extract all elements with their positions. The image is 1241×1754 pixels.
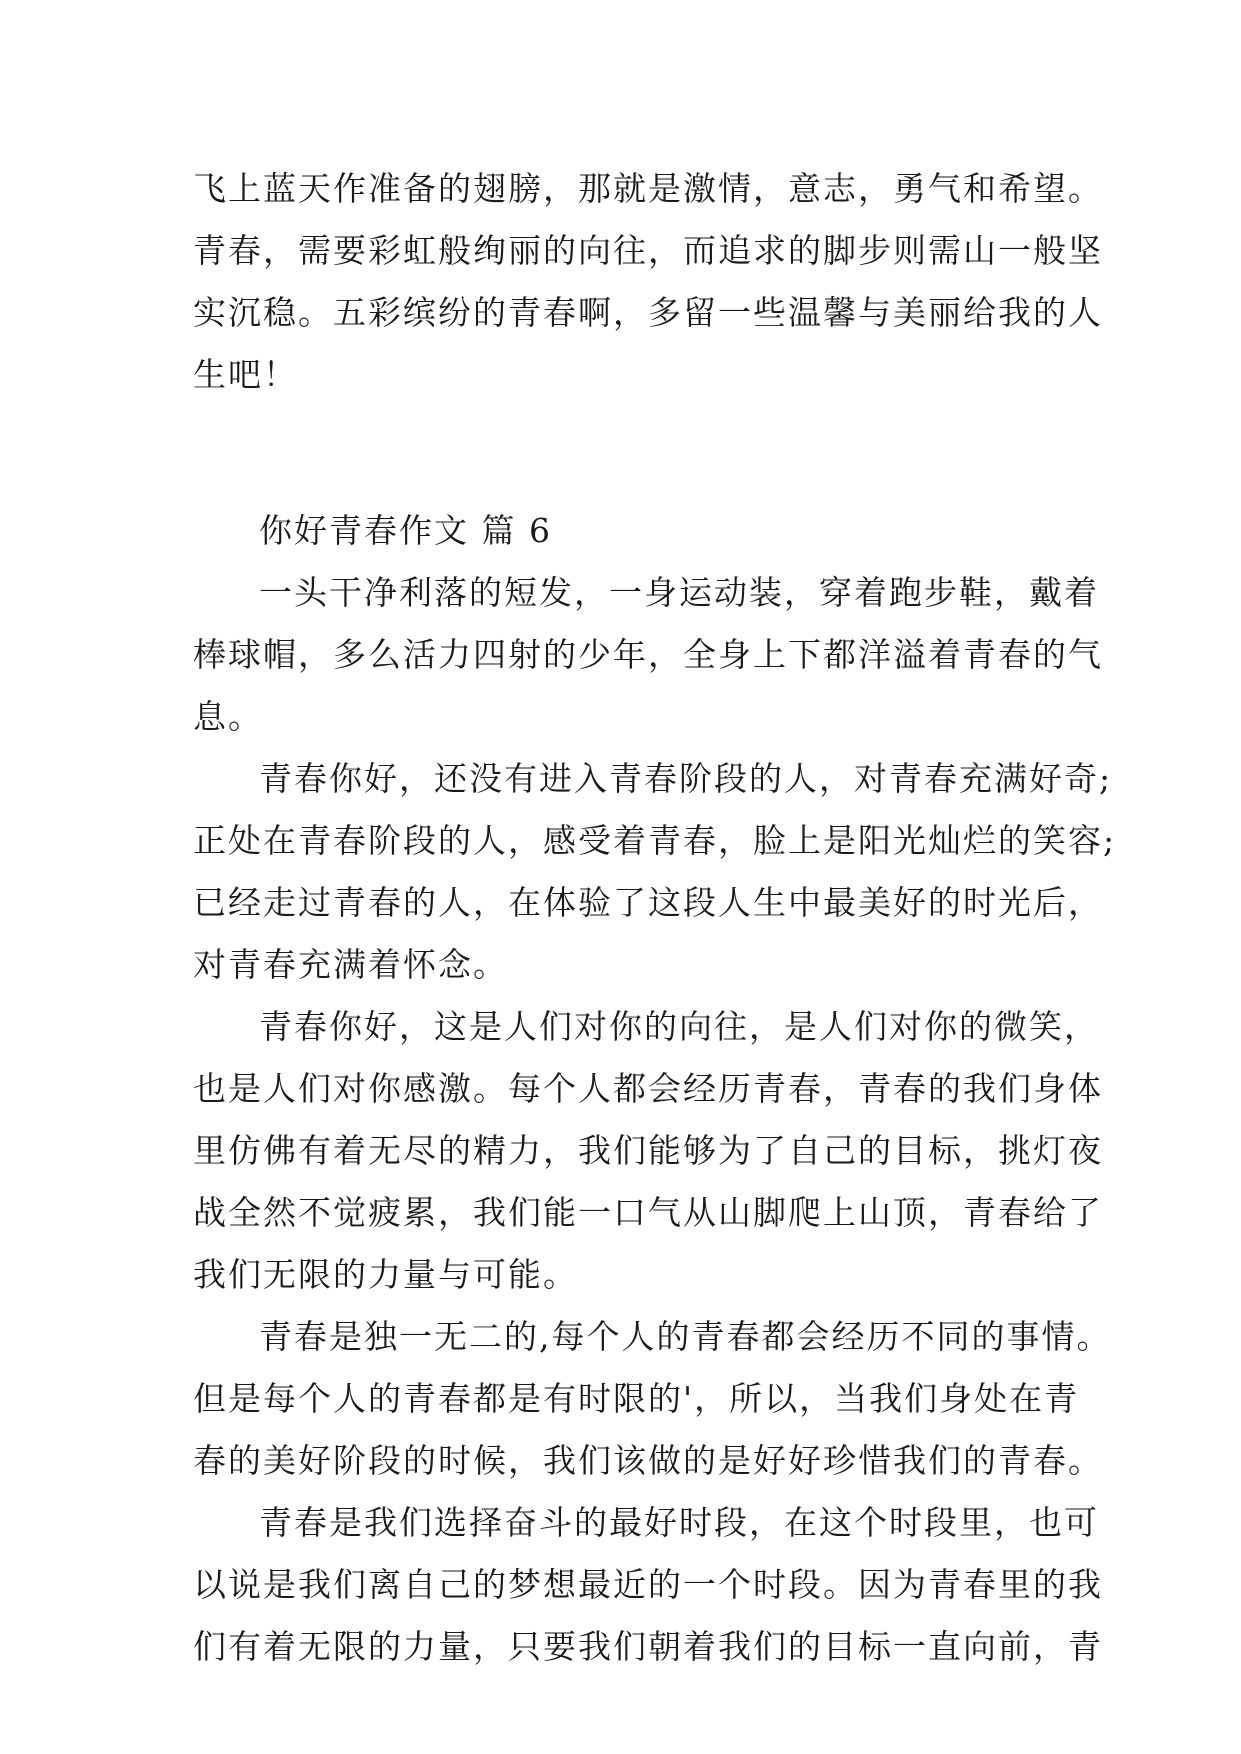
- text-line: 青春你好，还没有进入青春阶段的人，对青春充满好奇;: [259, 759, 1113, 798]
- text-line: 正处在青春阶段的人，感受着青春，脸上是阳光灿烂的笑容;: [193, 821, 1117, 860]
- section-title: 你好青春作文 篇 6: [259, 511, 552, 550]
- paragraph-1: [193, 562, 1103, 748]
- paragraph-3: [193, 996, 1103, 1306]
- text-line: 也是人们对你感激。每个人都会经历青春，青春的我们身体: [193, 1069, 1103, 1108]
- text-line: 青春，需要彩虹般绚丽的向往，而追求的脚步则需山一般坚: [193, 231, 1103, 270]
- text-line: 一头干净利落的短发，一身运动装，穿着跑步鞋，戴着: [259, 573, 1099, 612]
- intro-paragraph: [193, 158, 1103, 406]
- text-line: 战全然不觉疲累，我们能一口气从山脚爬上山顶，青春给了: [193, 1193, 1103, 1232]
- text-line: 对青春充满着怀念。: [193, 945, 508, 984]
- text-line: 飞上蓝天作准备的翅膀，那就是激情，意志，勇气和希望。: [193, 169, 1103, 208]
- text-line: 实沉稳。五彩缤纷的青春啊，多留一些温馨与美丽给我的人: [193, 293, 1103, 332]
- text-line: 里仿佛有着无尽的精力，我们能够为了自己的目标，挑灯夜: [193, 1131, 1103, 1170]
- text-line: 生吧！: [193, 355, 298, 394]
- text-line: 青春你好，这是人们对你的向往，是人们对你的微笑，: [259, 1007, 1099, 1046]
- text-line: 棒球帽，多么活力四射的少年，全身上下都洋溢着青春的气: [193, 635, 1103, 674]
- text-line: 青春是独一无二的,每个人的青春都会经历不同的事情。: [259, 1317, 1112, 1356]
- text-line: 青春是我们选择奋斗的最好时段，在这个时段里，也可: [259, 1503, 1099, 1542]
- text-line: 我们无限的力量与可能。: [193, 1255, 578, 1294]
- section-gap: [193, 406, 1063, 500]
- text-line: 但是每个人的青春都是有时限的'，所以，当我们身处在青: [193, 1379, 1080, 1418]
- text-line: 以说是我们离自己的梦想最近的一个时段。因为青春里的我: [193, 1565, 1103, 1604]
- text-line: 们有着无限的力量，只要我们朝着我们的目标一直向前，青: [193, 1627, 1103, 1666]
- document-body: [193, 158, 1117, 1678]
- paragraph-2: [193, 748, 1117, 996]
- text-line: 已经走过青春的人，在体验了这段人生中最美好的时光后，: [193, 883, 1103, 922]
- paragraph-5: [193, 1492, 1103, 1678]
- text-line: 春的美好阶段的时候，我们该做的是好好珍惜我们的青春。: [193, 1441, 1103, 1480]
- text-line: 息。: [193, 697, 263, 736]
- paragraph-4: [193, 1306, 1112, 1492]
